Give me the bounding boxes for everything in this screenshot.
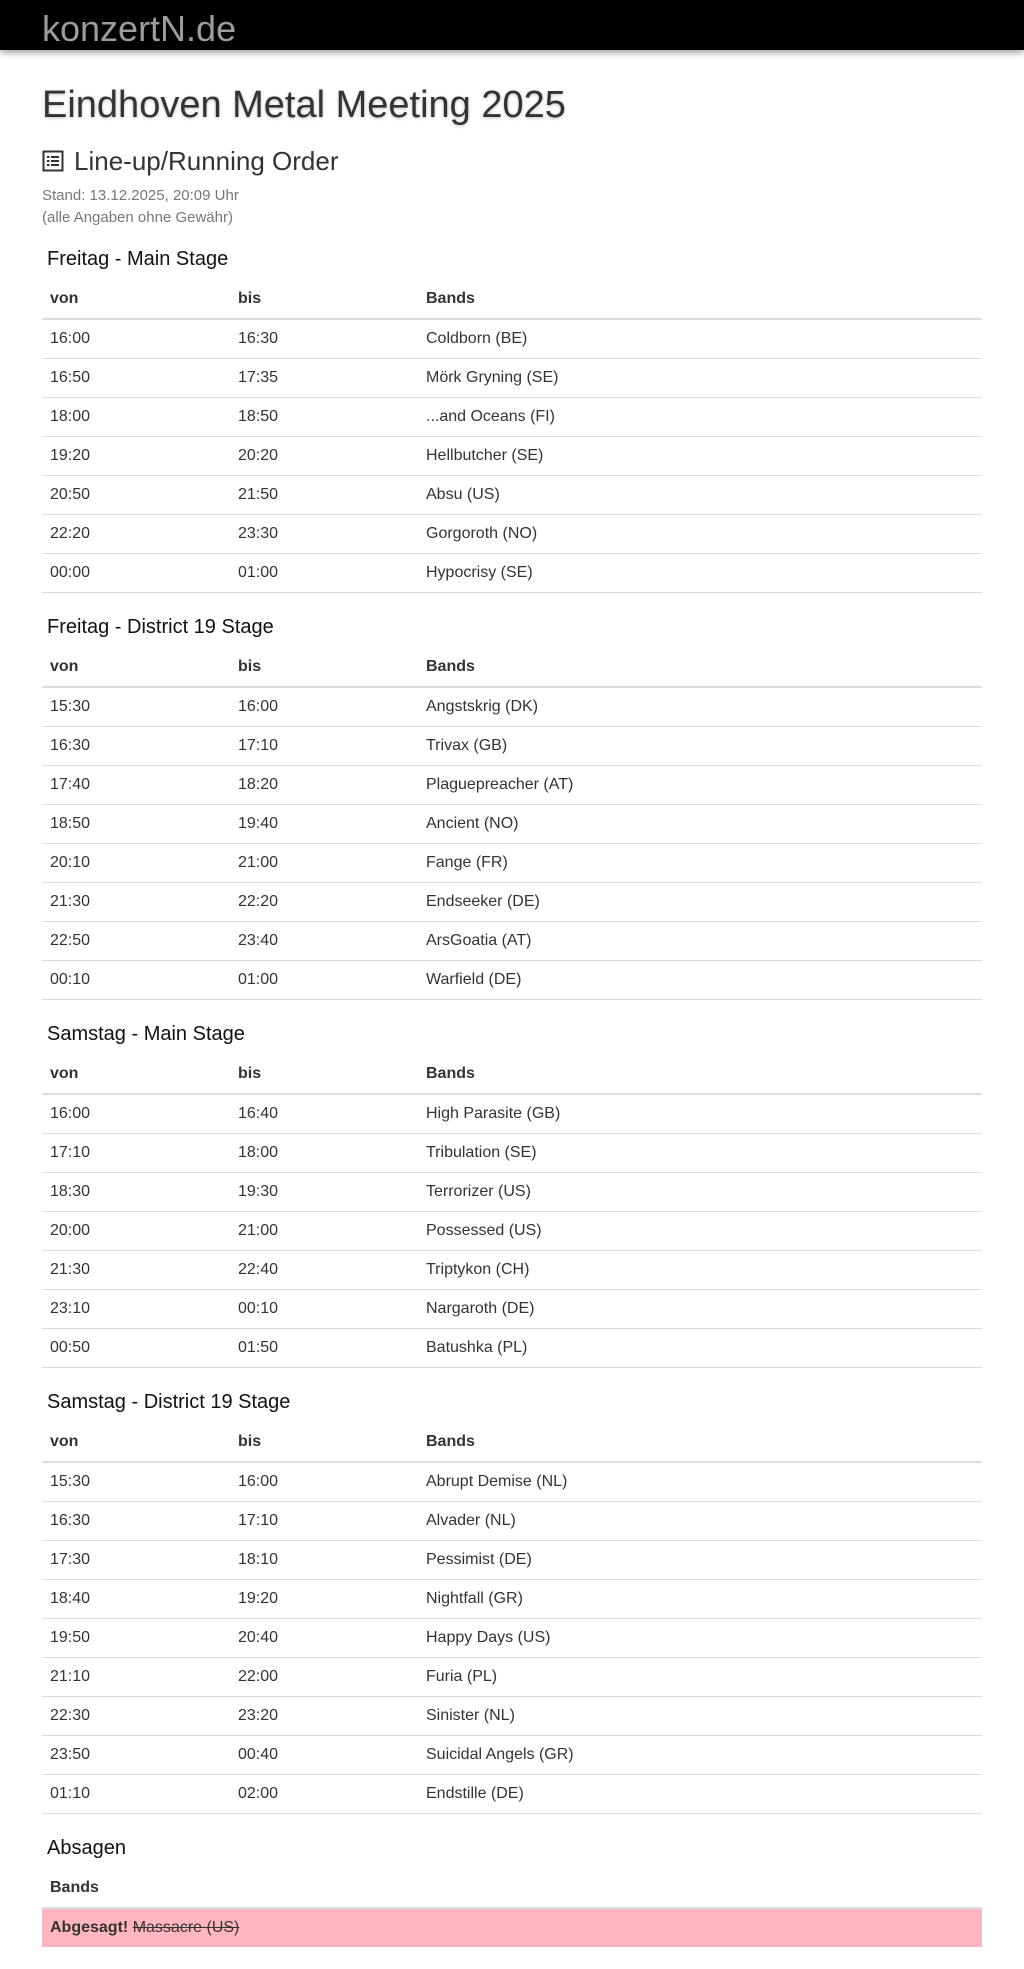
cell-bis: 23:30 [230, 515, 418, 554]
table-row [42, 319, 982, 359]
cell-band: Angstskrig (DK) [418, 687, 982, 727]
cell-band: ...and Oceans (FI) [418, 398, 982, 437]
main-content [0, 50, 1024, 1947]
table-row [42, 1329, 982, 1368]
cell-band: Suicidal Angels (GR) [418, 1736, 982, 1775]
running-order-table [42, 1422, 982, 1814]
cell-band: Endstille (DE) [418, 1775, 982, 1814]
cell-bis: 16:00 [230, 687, 418, 727]
cancelled-label: Abgesagt! [50, 1919, 129, 1936]
cell-bis: 19:30 [230, 1173, 418, 1212]
cell-bis: 01:50 [230, 1329, 418, 1368]
stage-section [42, 247, 982, 593]
cell-band: Warfield (DE) [418, 961, 982, 1000]
cell-band: Terrorizer (US) [418, 1173, 982, 1212]
cell-von: 22:50 [42, 922, 230, 961]
table-row [42, 1251, 982, 1290]
stage-section [42, 615, 982, 1000]
table-row [42, 1173, 982, 1212]
cell-von: 16:50 [42, 359, 230, 398]
cancellations-body [42, 1908, 982, 1947]
cell-band: Tribulation (SE) [418, 1134, 982, 1173]
cell-von: 21:30 [42, 883, 230, 922]
cell-band: Sinister (NL) [418, 1697, 982, 1736]
cell-von: 20:00 [42, 1212, 230, 1251]
table-row [42, 1619, 982, 1658]
cell-von: 15:30 [42, 1462, 230, 1502]
cell-bis: 02:00 [230, 1775, 418, 1814]
table-row [42, 515, 982, 554]
cell-von: 19:50 [42, 1619, 230, 1658]
table-row [42, 1462, 982, 1502]
cell-von: 16:30 [42, 1502, 230, 1541]
cell-bis: 16:40 [230, 1094, 418, 1134]
table-header-row [42, 647, 982, 687]
header-bis: bis [230, 279, 418, 319]
cell-band: Mörk Gryning (SE) [418, 359, 982, 398]
cell-band: Nightfall (GR) [418, 1580, 982, 1619]
stage-section [42, 1390, 982, 1814]
cell-von: 18:30 [42, 1173, 230, 1212]
cell-von: 22:30 [42, 1697, 230, 1736]
cell-von: 18:40 [42, 1580, 230, 1619]
page-title: Eindhoven Metal Meeting 2025 [42, 84, 566, 126]
table-row [42, 1541, 982, 1580]
stage-title: Freitag - District 19 Stage [47, 616, 274, 638]
table-row [42, 1736, 982, 1775]
cell-von: 19:20 [42, 437, 230, 476]
cell-bis: 22:40 [230, 1251, 418, 1290]
cell-band: Batushka (PL) [418, 1329, 982, 1368]
cell-bis: 21:00 [230, 1212, 418, 1251]
cell-bis: 01:00 [230, 554, 418, 593]
cell-von: 23:10 [42, 1290, 230, 1329]
stage-title: Samstag - Main Stage [47, 1023, 245, 1045]
header-von: von [42, 1422, 230, 1462]
table-header-row [42, 1054, 982, 1094]
running-order-table [42, 279, 982, 593]
cell-bis: 18:20 [230, 766, 418, 805]
table-row [42, 1502, 982, 1541]
table-row [42, 727, 982, 766]
header-bis: bis [230, 647, 418, 687]
table-row [42, 766, 982, 805]
table-row [42, 1697, 982, 1736]
cell-von: 01:10 [42, 1775, 230, 1814]
cell-von: 21:10 [42, 1658, 230, 1697]
cell-bis: 17:35 [230, 359, 418, 398]
table-row [42, 1658, 982, 1697]
cell-cancelled [42, 1908, 982, 1947]
cell-von: 18:50 [42, 805, 230, 844]
table-row [42, 437, 982, 476]
cell-band: Gorgoroth (NO) [418, 515, 982, 554]
table-row [42, 1094, 982, 1134]
stand-timestamp: Stand: 13.12.2025, 20:09 Uhr [42, 187, 239, 204]
cell-band: Possessed (US) [418, 1212, 982, 1251]
cell-von: 15:30 [42, 687, 230, 727]
cancelled-row [42, 1908, 982, 1947]
cell-band: Plaguepreacher (AT) [418, 766, 982, 805]
cell-band: Ancient (NO) [418, 805, 982, 844]
table-row [42, 922, 982, 961]
header-bands: Bands [418, 1422, 982, 1462]
cell-bis: 18:10 [230, 1541, 418, 1580]
stage-title: Samstag - District 19 Stage [47, 1391, 291, 1413]
cell-band: Hypocrisy (SE) [418, 554, 982, 593]
cell-bis: 19:20 [230, 1580, 418, 1619]
cell-bis: 18:00 [230, 1134, 418, 1173]
cell-band: Pessimist (DE) [418, 1541, 982, 1580]
cell-bis: 00:40 [230, 1736, 418, 1775]
cell-von: 16:30 [42, 727, 230, 766]
header-von: von [42, 279, 230, 319]
cancellations-section [42, 1836, 982, 1947]
cell-band: Happy Days (US) [418, 1619, 982, 1658]
cell-band: Triptykon (CH) [418, 1251, 982, 1290]
header-bands: Bands [418, 279, 982, 319]
cell-bis: 18:50 [230, 398, 418, 437]
header-bands: Bands [418, 1054, 982, 1094]
cell-band: Fange (FR) [418, 844, 982, 883]
table-row [42, 961, 982, 1000]
table-row [42, 554, 982, 593]
cell-bis: 23:20 [230, 1697, 418, 1736]
table-row [42, 359, 982, 398]
stages-container [42, 247, 982, 1814]
table-row [42, 398, 982, 437]
section-heading-label: Line-up/Running Order [74, 145, 339, 176]
cell-von: 16:00 [42, 319, 230, 359]
table-row [42, 1580, 982, 1619]
cell-band: Endseeker (DE) [418, 883, 982, 922]
cell-band: Furia (PL) [418, 1658, 982, 1697]
cell-von: 22:20 [42, 515, 230, 554]
table-row [42, 1134, 982, 1173]
cell-von: 20:10 [42, 844, 230, 883]
cell-bis: 21:50 [230, 476, 418, 515]
cell-bis: 22:00 [230, 1658, 418, 1697]
cell-bis: 20:40 [230, 1619, 418, 1658]
cell-von: 20:50 [42, 476, 230, 515]
cell-bis: 19:40 [230, 805, 418, 844]
cell-band: Abrupt Demise (NL) [418, 1462, 982, 1502]
cell-bis: 21:00 [230, 844, 418, 883]
cell-bis: 00:10 [230, 1290, 418, 1329]
cell-von: 00:50 [42, 1329, 230, 1368]
cell-bis: 17:10 [230, 727, 418, 766]
table-header-row [42, 1422, 982, 1462]
table-header-row [42, 1868, 982, 1908]
running-order-table [42, 1054, 982, 1368]
cell-bis: 16:30 [230, 319, 418, 359]
cell-von: 21:30 [42, 1251, 230, 1290]
cell-bis: 23:40 [230, 922, 418, 961]
header-von: von [42, 647, 230, 687]
table-row [42, 1775, 982, 1814]
cell-bis: 22:20 [230, 883, 418, 922]
cell-bis: 20:20 [230, 437, 418, 476]
cell-band: ArsGoatia (AT) [418, 922, 982, 961]
cell-von: 00:00 [42, 554, 230, 593]
table-row [42, 844, 982, 883]
table-row [42, 883, 982, 922]
disclaimer: (alle Angaben ohne Gewähr) [42, 209, 233, 226]
cell-band: Absu (US) [418, 476, 982, 515]
cancelled-band: Massacre (US) [132, 1919, 240, 1936]
header-bands: Bands [42, 1868, 982, 1908]
table-row [42, 476, 982, 515]
navbar [0, 0, 1024, 50]
cell-band: Alvader (NL) [418, 1502, 982, 1541]
cancellations-title: Absagen [47, 1837, 126, 1859]
stage-section [42, 1022, 982, 1368]
header-von: von [42, 1054, 230, 1094]
cell-von: 17:40 [42, 766, 230, 805]
table-row [42, 1290, 982, 1329]
list-alt-icon [42, 150, 64, 172]
cell-band: Nargaroth (DE) [418, 1290, 982, 1329]
table-row [42, 687, 982, 727]
running-order-table [42, 647, 982, 1000]
table-header-row [42, 279, 982, 319]
cell-bis: 16:00 [230, 1462, 418, 1502]
cell-band: Hellbutcher (SE) [418, 437, 982, 476]
table-row [42, 1212, 982, 1251]
cell-von: 18:00 [42, 398, 230, 437]
section-heading [42, 145, 982, 177]
header-bis: bis [230, 1422, 418, 1462]
cell-bis: 17:10 [230, 1502, 418, 1541]
cell-band: High Parasite (GB) [418, 1094, 982, 1134]
cell-bis: 01:00 [230, 961, 418, 1000]
header-bands: Bands [418, 647, 982, 687]
cell-von: 17:10 [42, 1134, 230, 1173]
header-bis: bis [230, 1054, 418, 1094]
cell-von: 17:30 [42, 1541, 230, 1580]
stage-title: Freitag - Main Stage [47, 248, 229, 270]
cell-von: 23:50 [42, 1736, 230, 1775]
stand-info [42, 185, 982, 229]
cell-band: Coldborn (BE) [418, 319, 982, 359]
cell-von: 00:10 [42, 961, 230, 1000]
cell-von: 16:00 [42, 1094, 230, 1134]
table-row [42, 805, 982, 844]
cancellations-table [42, 1868, 982, 1947]
brand-link[interactable]: konzertN.de [42, 8, 237, 49]
cell-band: Trivax (GB) [418, 727, 982, 766]
